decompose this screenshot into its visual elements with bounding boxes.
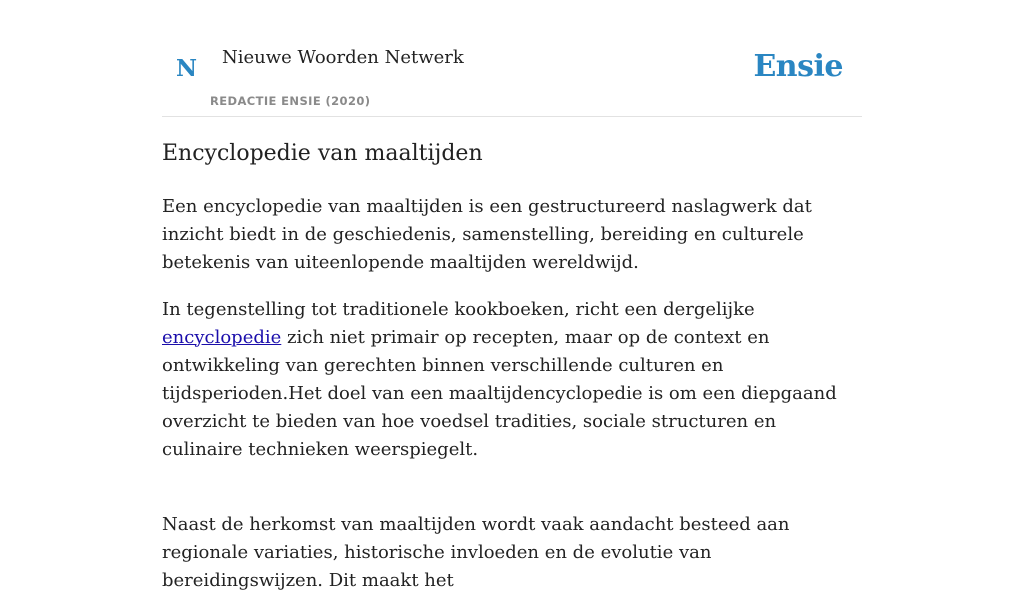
brand-logo[interactable]: Ensie <box>753 49 843 84</box>
paragraph-context-rest: zich niet primair op recepten, maar op de context en ontwikkeling van gerechten binnen verschillende culturen en tijdsperioden.Het doel van een maaltijdencyclopedie is om een diepgaand overzicht te bieden van hoe voedsel tradities, sociale structuren en culinaire technieken weerspiegelt. <box>162 326 837 460</box>
paragraph-context <box>162 296 862 464</box>
site-header <box>162 0 862 117</box>
paragraph-origin: Naast de herkomst van maaltijden wordt vaak aandacht besteed aan regionale variaties, historische invloeden en de evolutie van bereidingswijzen. Dit maakt het <box>162 513 790 591</box>
article <box>162 140 862 614</box>
encyclopedie-link[interactable]: encyclopedie <box>162 326 282 348</box>
network-title[interactable]: Nieuwe Woorden Netwerk <box>222 47 464 68</box>
paragraph-context-start: In tegenstelling tot traditionele kookboeken, richt een dergelijke <box>162 298 755 320</box>
paragraph-intro: Een encyclopedie van maaltijden is een gestructureerd naslagwerk dat inzicht biedt in de geschiedenis, samenstelling, bereiding en culturele betekenis van uiteenlopende maaltijden wereldwijd. <box>162 195 812 273</box>
editor-credit: REDACTIE ENSIE (2020) <box>210 94 371 108</box>
network-logo[interactable]: N <box>176 55 198 82</box>
article-title: Encyclopedie van maaltijden <box>162 141 483 166</box>
paragraph-spacer <box>162 483 862 511</box>
